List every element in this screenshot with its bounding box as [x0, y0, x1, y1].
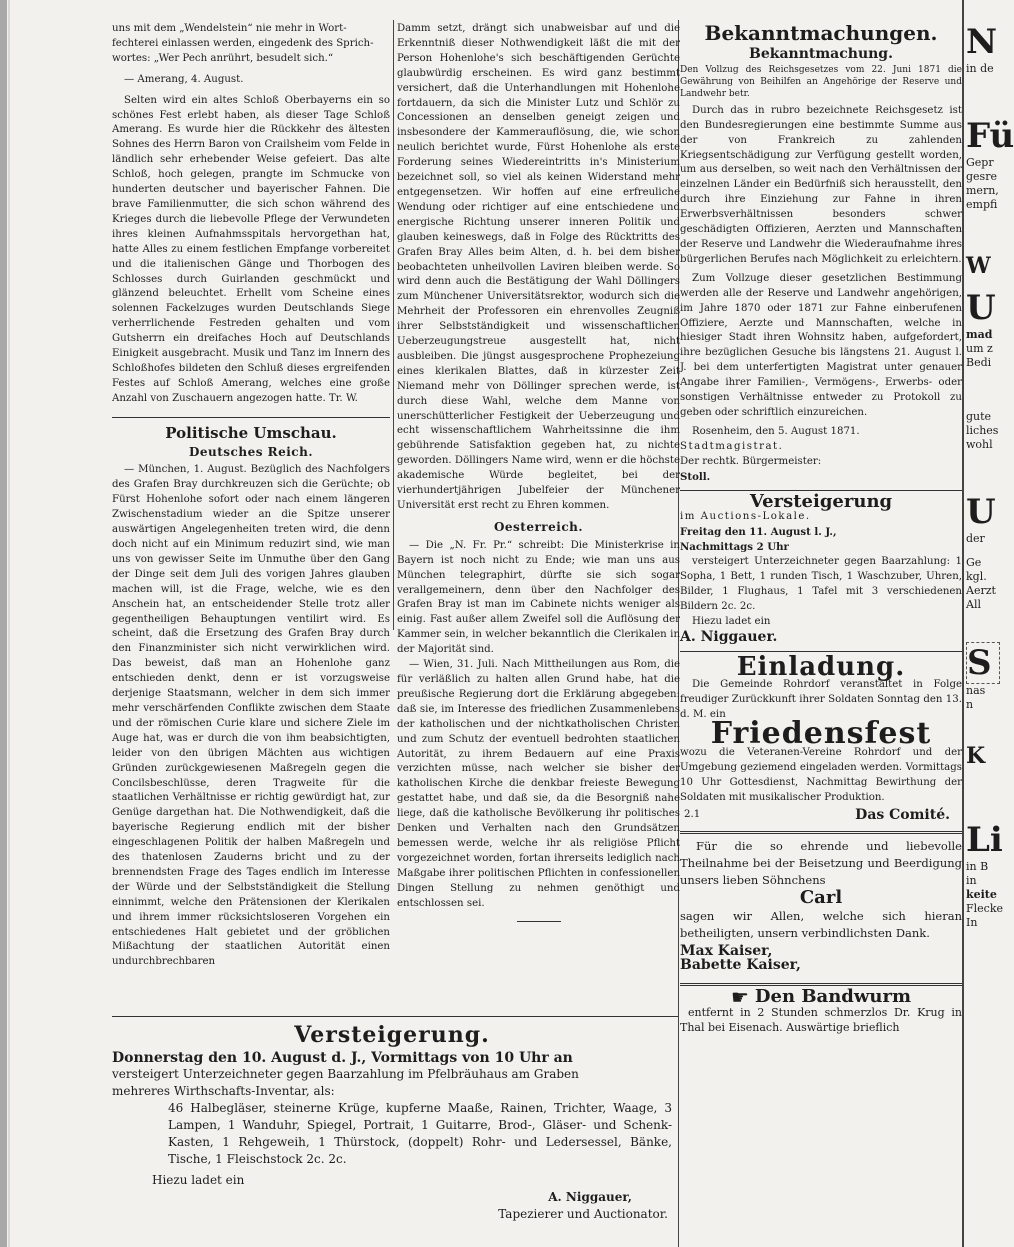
announcements-header: Bekanntmachungen.	[704, 21, 938, 45]
frag-1: N	[966, 22, 998, 62]
versteigerung-time: Nachmittags 2 Uhr	[680, 541, 789, 554]
bekanntmachung-role: Der rechtk. Bürgermeister:	[680, 455, 822, 467]
bekanntmachung-text-1: Durch das in rubro bezeichnete Reichsgesetz ist den Bundesregierungen eine bestimmte Summe aus der von Frankreich zu zahlenden Kriegsentschädigung zur Verfügung gestellt worden, um aus derselben, so weit nach den Verhältnissen der einzelnen Länder ein Bedürfniß sich herausstellt, den durch ihre Einziehung zur Fahne in ihren Erwerbsverhältnissen besonders schwer geschädigten Offizieren, Aerzten und Mannschaften der Reserve und Landwehr die Wiederaufnahme ihres bürgerlichen Berufes nach Möglichkeit zu erleichtern.	[680, 104, 962, 265]
bottom-ad-date: Donnerstag den 10. August d. J., Vormittags von 10 Uhr an	[112, 1050, 573, 1066]
column-3	[680, 22, 962, 1247]
pointing-hand-icon: ☛	[730, 985, 749, 1010]
bekanntmachung-signature: Stoll.	[680, 470, 711, 483]
page-edge-shadow	[8, 0, 10, 1247]
bottom-ad-signature-role: Tapezierer und Auctionator.	[498, 1207, 668, 1221]
amerang-dateline: — Amerang, 4. August.	[124, 73, 244, 85]
frag-29: keite	[966, 888, 997, 901]
frag-19: kgl.	[966, 570, 987, 583]
oesterreich-article: — Die „N. Fr. Pr.“ schreibt: Die Ministerkrise in Bayern ist noch nicht zu Ende; wie man uns aus München telegraphirt, dürfte sie sich sogar verallgemeinern, denn über den Nachfolger des Grafen Bray ist man im Cabinete nichts weniger als einig. Fast außer allem Zweifel soll die Auflösung der Kammer sein, in welcher bekanntlich die Clerikalen in der Majorität sind.	[397, 539, 680, 656]
page-edge	[0, 0, 7, 1247]
frag-30: Flecke	[966, 902, 1003, 915]
frag-5: gesre	[966, 170, 997, 183]
frag-26: Li	[966, 820, 1003, 860]
versteigerung-date: Freitag den 11. August l. J.,	[680, 526, 837, 539]
bandwurm-title: Den Bandwurm	[754, 986, 911, 1008]
versteigerung-location: im Auctions-Lokale.	[680, 511, 811, 523]
frag-13: gute	[966, 410, 992, 423]
frag-21: All	[966, 598, 981, 611]
wien-article: — Wien, 31. Juli. Nach Mittheilungen aus Rom, die für verläßlich zu halten allen Grund habe, hat die preußische Regierung dort die Erklärung abgegeben: daß sie, im Interesse des friedlichen Zusammenlebens der katholischen und der nichtkatholischen Christen und zum Schutz der eventuell bedrohten staatlichen Autorität, zu ihrem Bedauern auf eine Praxis verzichten müsse, nach welcher sie bisher der katholischen Kirche die denkbar freieste Bewegung gestattet habe, und daß sie, da die Besorgniß nahe liege, daß die katholische Bevölkerung ihr politisches Denken und Verhalten nach den Grundsätzen bemessen werde, welche ihr als religiöse Pflicht vorgezeichnet worden, fortan ihrerseits lediglich nach Maßgabe ihrer politischen Pflichten in confessionellen Dingen Stellung zu nehmen genöthigt und entschlossen sei.	[397, 659, 680, 909]
frag-28: in	[966, 874, 977, 887]
frag-14: liches	[966, 424, 999, 437]
intro-line-3: wortes: „Wer Pech anrührt, besudelt sich.“	[112, 52, 334, 64]
bottom-ad-invite: Hiezu ladet ein	[152, 1173, 245, 1187]
article-divider	[112, 417, 390, 418]
frag-11: um z	[966, 342, 993, 355]
danksagung-name: Carl	[799, 886, 843, 908]
frag-2: in de	[966, 62, 994, 75]
frag-23: nas	[966, 684, 986, 697]
frag-18: Ge	[966, 556, 982, 569]
column-divider-1	[393, 20, 394, 630]
einladung-number: 2.1	[684, 808, 701, 820]
bekanntmachung-org: Stadtmagistrat.	[680, 440, 784, 452]
frag-12: Bedi	[966, 356, 992, 369]
bandwurm-text: entfernt in 2 Stunden schmerzlos Dr. Krug in Thal bei Eisenach. Auswärtige brieflich	[680, 1006, 962, 1035]
frag-20: Aerzt	[966, 584, 996, 597]
einladung-title: Einladung.	[736, 651, 906, 682]
bandwurm-ad	[680, 983, 962, 1035]
frag-16: U	[966, 492, 996, 532]
column-1	[112, 22, 390, 1132]
continued-article: Damm setzt, drängt sich unabweisbar auf und die Erkenntniß dieser Nothwendigkeit läßt die mit der Person Hohenlohe's sich beschäftigenden Gerüchte glaubwürdig erscheinen. Es wird ganz bestimmt versichert, daß die Unterhandlungen mit Hohenlohe fortdauern, da sich die Minister Lutz und Schlör zu Concessionen an denselben geneigt zeigen und insbesondere der Kammerauflösung, die, wie schon neulich berichtet wurde, Fürst Hohenlohe als erste Forderung seines Wiedereintritts in's Ministerium bezeichnet soll, so viel als keinen Widerstand mehr entgegensetzen. Wir hoffen auf eine erfreuliche Wendung oder richtiger auf eine entschiedene und energische Richtung unserer inneren Politik und glauben keineswegs, daß in Folge des Rücktritts des Grafen Bray Alles beim Alten, d. h. bei dem bisher beobachteten unheilvollen Laviren bleiben werde. So wird denn auch die Bestätigung der Wahl Döllingers zum Münchener Universitätsrektor, wodurch sich die Mehrheit der Professoren ein ehrenvolles Zeugniß ihrer Selbstständigkeit und wissenschaftlichen Ueberzeugungstreue ausgestellt hat, nicht ausbleiben. Die jüngst ausgesprochene Prophezeiung eines klerikalen Blattes, daß in kürzester Zeit Niemand mehr von Döllinger sprechen werde, ist durch diese Wahl, welche dem Manne von unerschütterlicher Festigkeit der Ueberzeugung und echt wissenschaftlichem Wahrheitssinne die ihm gebührende Satisfaktion gegeben hat, zu nichte geworden. Döllingers Name wird, wenn er die höchste akademische Würde begleitet, bei der vierhundertjährigen Jubelfeier der Münchener Universität erst recht zu Ehren kommen.	[397, 23, 680, 511]
end-rule	[517, 921, 561, 922]
bottom-ad-title: Versteigerung.	[294, 1022, 490, 1048]
einladung-text-1: Die Gemeinde Rohrdorf veranstaltet in Folge freudiger Zurückkunft ihrer Soldaten Sonntag den 13. d. M. ein	[680, 679, 962, 721]
oesterreich-title: Oesterreich.	[493, 519, 584, 534]
frag-27: in B	[966, 860, 989, 873]
section-title: Politische Umschau.	[165, 423, 337, 442]
column-divider-3	[962, 0, 964, 1247]
bekanntmachung-subject: Den Vollzug des Reichsgesetzes vom 22. Juni 1871 die Gewährung von Beihilfen an Angehörige der Reserve und Landwehr betr.	[680, 64, 962, 99]
bottom-ad-items: 46 Halbegläser, steinerne Krüge, kupferne Maaße, Rainen, Trichter, Waage, 3 Lampen, 1 Wanduhr, Spiegel, Portrait, 1 Guitarre, Brod-, Gläser- und Schenk-Kasten, 1 Rehgeweih, 1 Thürstock, (doppelt) Rohr- und Ledersessel, Bänke, Tische, 1 Fleischstock 2c. 2c.	[168, 1101, 672, 1166]
versteigerung-ad	[680, 490, 962, 644]
frag-15: wohl	[966, 438, 993, 451]
frag-6: mern,	[966, 184, 999, 197]
versteigerung-bottom-ad	[112, 1022, 672, 1242]
bottom-ad-line-3: mehreres Wirthschafts-Inventar, als:	[112, 1084, 335, 1098]
danksagung-signature-1: Max Kaiser,	[680, 942, 773, 959]
frag-8: W	[966, 253, 991, 279]
versteigerung-signature: A. Niggauer.	[680, 628, 778, 645]
bottom-ad-signature: A. Niggauer,	[548, 1190, 632, 1204]
danksagung-signature-2: Babette Kaiser,	[680, 957, 801, 974]
einladung-ad	[680, 651, 962, 823]
frag-25: K	[966, 743, 986, 769]
frag-9: U	[966, 288, 996, 328]
friedensfest-title: Friedensfest	[710, 716, 932, 752]
intro-line-2: fechterei einlassen werden, eingedenk des Sprich-	[112, 37, 374, 49]
danksagung-ad	[680, 831, 962, 974]
danksagung-text-2: sagen wir Allen, welche sich hieran betheiligten, unsern verbindlichsten Dank.	[680, 908, 962, 940]
frag-22: S	[966, 642, 1000, 684]
frag-7: empfi	[966, 198, 998, 211]
versteigerung-text: versteigert Unterzeichneter gegen Baarzahlung: 1 Sopha, 1 Bett, 1 runden Tisch, 1 Waschzuber, Uhren, Bilder, 1 Flughaus, 1 Tafel mit 3 verschiedenen Bildern 2c. 2c.	[680, 556, 962, 612]
amerang-article: Selten wird ein altes Schloß Oberbayerns ein so schönes Fest erlebt haben, als dieser Tage Schloß Amerang. Es wurde hier die Rückkehr des ältesten Sohnes des Herrn Baron von Crailsheim vom Felde in ländlich sehr erhebender Weise gefeiert. Das alte Schloß, hoch gelegen, prangte im Schmucke von hunderten deutscher und bayerischer Fahnen. Die brave Familienmutter, die sich schon während des Krieges durch die liebevolle Pflege der Verwundeten ihres kleinen Aufnahmsspitals hervorgethan hat, hatte Alles zu einem festlichen Empfange vorbereitet und die italienischen Gänge und Thorbogen des Schlosses durch Guirlanden geschmückt und glänzend beleuchtet. Erhellt vom Scheine eines solennen Fackelzuges wurden Deutschlands Siege verherrlichende Festreden gehalten und vom Gutsherrn ein dreifaches Hoch auf Deutschlands Einigkeit ausgebracht. Musik und Tanz im Innern des Schloßhofes bildeten den Schluß dieses ergreifenden Festes auf Schloß Amerang, welches eine große Anzahl von Zuschauern angezogen hatte. Tr. W.	[112, 94, 390, 404]
frag-24: n	[966, 698, 974, 711]
versteigerung-invite: Hiezu ladet ein	[692, 615, 771, 627]
versteigerung-title: Versteigerung	[749, 491, 893, 513]
section-subtitle: Deutsches Reich.	[188, 444, 314, 459]
column-4-cutoff	[966, 0, 1014, 1247]
einladung-signature: Das Comité.	[855, 806, 950, 823]
column-2	[397, 22, 680, 909]
bekanntmachung-date: Rosenheim, den 5. August 1871.	[692, 425, 860, 437]
bekanntmachung-text-2: Zum Vollzuge dieser gesetzlichen Bestimmung werden alle der Reserve und Landwehr angehörigen, im Jahre 1870 oder 1871 zur Fahne einberufenen Offiziere, Aerzte und Mannschaften, welche in hiesiger Stadt ihren Wohnsitz haben, aufgefordert, ihre bezüglichen Gesuche bis längstens 21. August l. J. bei dem unterfertigten Magistrat unter genauer Angabe ihrer Familien-, Vermögens-, Erwerbs- oder sonstigen Verhältnisse entweder zu Protokoll zu geben oder schriftlich einzureichen.	[680, 272, 962, 418]
frag-17: der	[966, 532, 985, 545]
bottom-ad-line-2: versteigert Unterzeichneter gegen Baarzahlung im Pfelbräuhaus am Graben	[112, 1067, 579, 1081]
frag-4: Gepr	[966, 156, 994, 169]
danksagung-text-1: Für die so ehrende und liebevolle Theilnahme bei der Beisetzung und Beerdigung unsers lieben Söhnchens	[680, 838, 962, 887]
frag-31: In	[966, 916, 978, 929]
frag-10: mad	[966, 328, 993, 341]
bekanntmachung-title: Bekanntmachung.	[749, 45, 893, 62]
intro-line-1: uns mit dem „Wendelstein“ nie mehr in Wort-	[112, 23, 347, 34]
einladung-text-2: wozu die Veteranen-Vereine Rohrdorf und der Umgebung geziemend eingeladen werden. Vormittags 10 Uhr Gottesdienst, Nachmittag Bewirthung der Soldaten mit musikalischer Produktion.	[680, 747, 962, 803]
frag-3: Fü	[966, 116, 1014, 156]
muenchen-article: — München, 1. August. Bezüglich des Nachfolgers des Grafen Bray durchkreuzen sich die Gerüchte; ob Fürst Hohenlohe sofort oder nach einem längeren Zwischenstadium wieder an die Spitze unserer auswärtigen Angelegenheiten treten wird, die denn doch nicht auf ein Minimum reduzirt sind, wie man uns von gewisser Seite im Unmuthe über den Gang der Dinge seit dem Juli des vorigen Jahres glauben machen will, ist die Frage, welche, wie es den Anschein hat, an entscheidender Stelle trotz aller gegentheiligen Behauptungen ventilirt wird. Es scheint, daß die Ersetzung des Grafen Bray durch den Finanzminister sich nicht verwirklichen wird. Das beweist, daß man an Hohenlohe ganz entschieden denkt, denn er ist vorzugsweise derjenige Staatsmann, welcher in dem sich immer mehr verschärfenden Conflikte zwischen dem Staate und der römischen Curie klare und sichere Ziele im Auge hat, was er durch die von ihm beabsichtigten, leider von den übrigen Mächten aus wichtigen Gründen zurückgewiesenen Maßregeln gegen die Concilsbeschlüsse, deren Tragweite für die staatlichen Verhältnisse er richtig gewürdigt hat, zur Genüge dargethan hat. Die Nothwendigkeit, daß die bayerische Regierung endlich mit der bisher eingeschlagenen Politik der halben Maßregeln und des thatenlosen Zauderns bricht und zu der brennendsten Frage des Tages endlich im Interesse der Würde und der Selbstständigkeit die Stellung einnimmt, welche den Prätensionen der Klerikalen und ihrem immer rücksichtsloseren Vorgehen ein entschiedenes Halt gebietet und der gröblichen Mißachtung der staatlichen Autorität einen undurchbrechbaren	[112, 464, 390, 968]
